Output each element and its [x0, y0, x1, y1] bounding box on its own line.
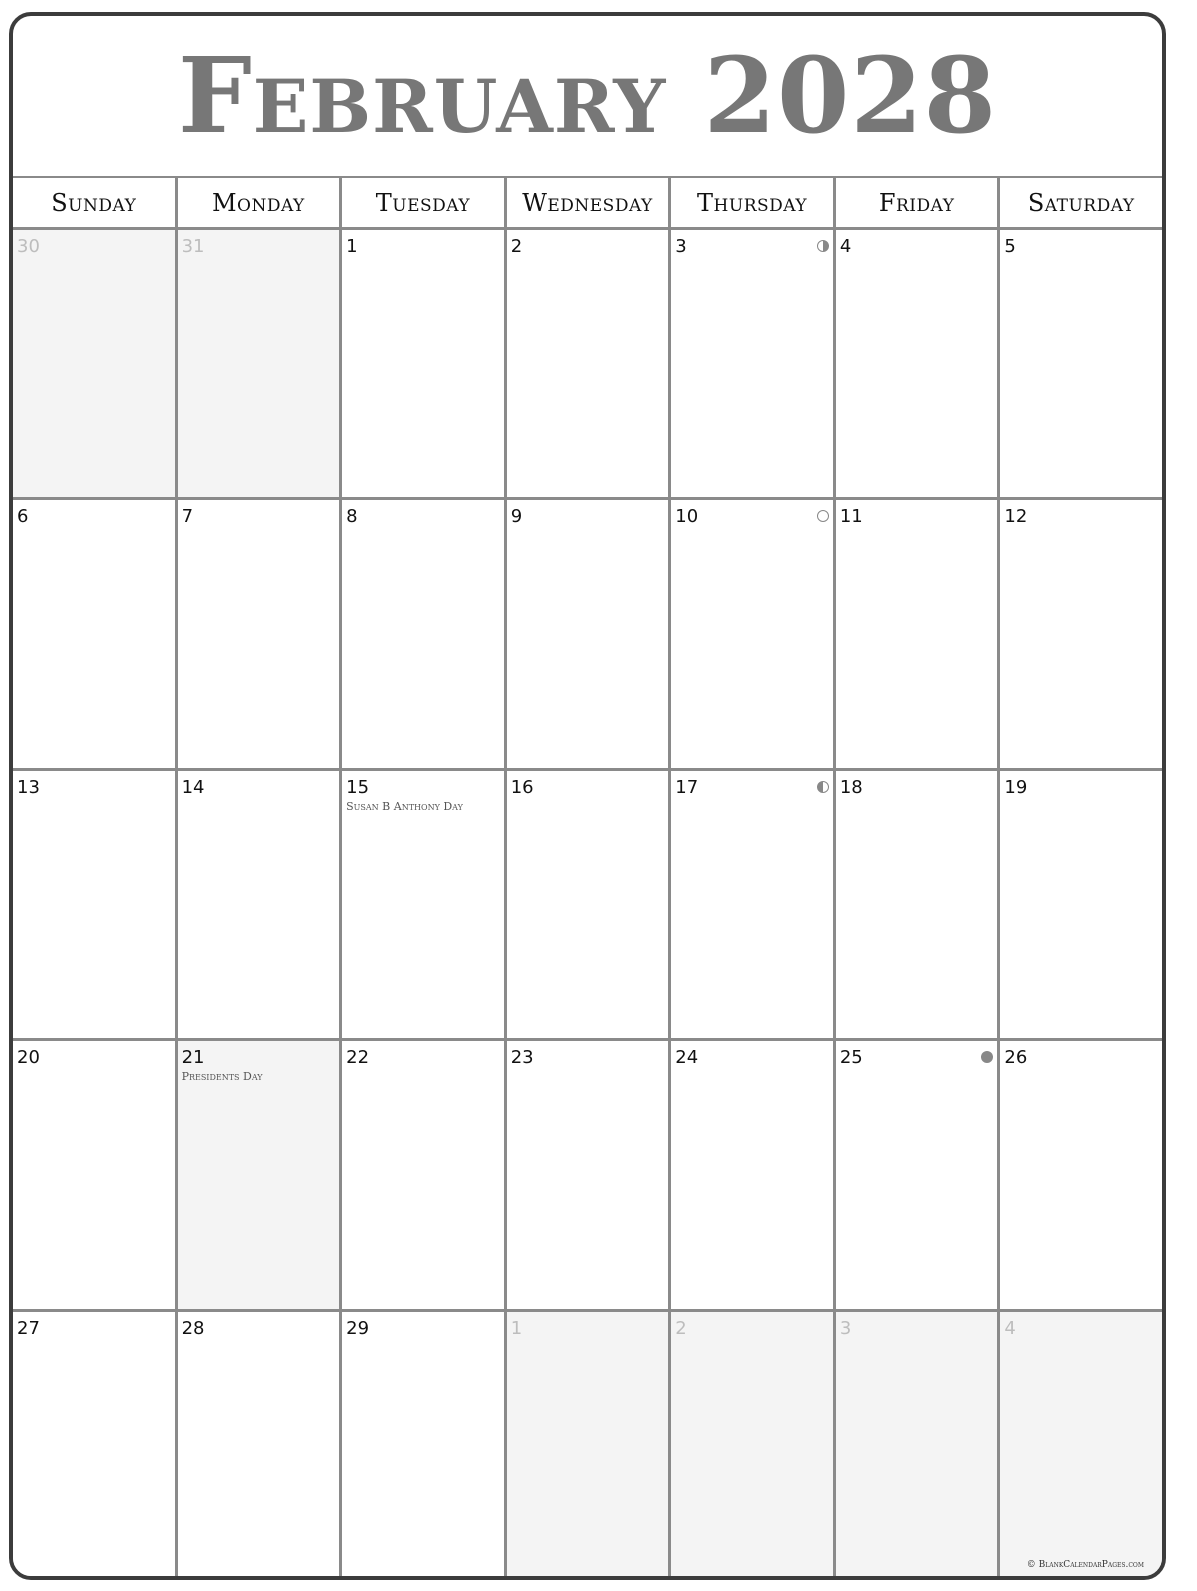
day-cell[interactable] [836, 1041, 1001, 1311]
day-number: 12 [1004, 506, 1028, 528]
day-cell[interactable] [13, 771, 178, 1041]
day-cell[interactable] [836, 500, 1001, 770]
day-cell[interactable] [671, 500, 836, 770]
day-cell[interactable] [13, 1041, 178, 1311]
day-cell[interactable] [836, 771, 1001, 1041]
day-number: 5 [1004, 236, 1016, 257]
day-cell[interactable] [178, 1312, 343, 1580]
day-number: 31 [181, 236, 205, 257]
day-number: 1 [346, 236, 358, 257]
day-number: 3 [675, 236, 687, 257]
full-moon-icon [817, 510, 829, 522]
day-number: 30 [17, 236, 40, 257]
last-quarter-moon-icon [817, 781, 829, 793]
day-cell[interactable] [178, 771, 343, 1041]
day-cell[interactable] [342, 230, 507, 500]
day-number: 1 [510, 1317, 523, 1339]
day-number: 2 [675, 1317, 687, 1339]
weekday-header: Wednesday [507, 178, 672, 230]
day-number: 24 [675, 1047, 699, 1069]
weekday-header: Monday [178, 178, 343, 230]
day-number: 19 [1004, 776, 1028, 798]
day-number: 20 [17, 1047, 40, 1069]
day-cell[interactable] [13, 500, 178, 770]
day-number: 14 [181, 776, 205, 798]
day-cell[interactable] [507, 1312, 672, 1580]
first-quarter-moon-icon [817, 240, 829, 252]
day-cell[interactable] [1000, 771, 1165, 1041]
new-moon-icon [981, 1051, 993, 1063]
day-cell[interactable] [178, 230, 343, 500]
day-cell[interactable] [671, 1312, 836, 1580]
day-cell[interactable] [836, 230, 1001, 500]
day-cell[interactable] [507, 230, 672, 500]
day-cell[interactable] [178, 1041, 343, 1311]
day-cell[interactable] [342, 1312, 507, 1580]
day-number: 13 [17, 776, 40, 798]
day-number: 2 [510, 236, 523, 257]
day-number: 4 [839, 236, 852, 257]
day-cell[interactable] [178, 500, 343, 770]
holiday-label: Presidents Day [181, 1070, 263, 1084]
weekday-header: Friday [836, 178, 1001, 230]
calendar-title: February 2028 [177, 34, 998, 157]
day-cell[interactable] [13, 1312, 178, 1580]
day-cell[interactable] [1000, 1312, 1165, 1580]
day-cell[interactable] [671, 1041, 836, 1311]
day-cell[interactable] [507, 771, 672, 1041]
day-cell[interactable] [342, 771, 507, 1041]
weekday-header: Tuesday [342, 178, 507, 230]
day-number: 29 [346, 1317, 370, 1339]
day-cell[interactable] [1000, 230, 1165, 500]
calendar-page [9, 12, 1166, 1580]
weekday-header: Sunday [13, 178, 178, 230]
weekday-header: Saturday [1000, 178, 1165, 230]
holiday-label: Susan B Anthony Day [346, 799, 463, 813]
day-cell[interactable] [342, 500, 507, 770]
day-cell[interactable] [1000, 1041, 1165, 1311]
day-number: 11 [839, 506, 863, 528]
day-cell[interactable] [1000, 500, 1165, 770]
day-number: 6 [17, 506, 29, 528]
day-cell[interactable] [507, 1041, 672, 1311]
day-cell[interactable] [13, 230, 178, 500]
weekday-header: Thursday [671, 178, 836, 230]
day-number: 26 [1004, 1047, 1028, 1069]
day-number: 23 [510, 1047, 534, 1069]
day-cell[interactable] [507, 500, 672, 770]
day-number: 17 [675, 776, 699, 798]
day-cell[interactable] [836, 1312, 1001, 1580]
day-number: 10 [675, 506, 699, 528]
day-number: 8 [346, 506, 358, 528]
day-number: 16 [510, 776, 534, 798]
day-cell[interactable] [671, 230, 836, 500]
day-number: 28 [181, 1317, 205, 1339]
day-number: 27 [17, 1317, 40, 1339]
day-cell[interactable] [342, 1041, 507, 1311]
day-number: 22 [346, 1047, 370, 1069]
day-number: 18 [839, 776, 863, 798]
day-number: 15 [346, 776, 370, 798]
calendar-grid [13, 176, 1165, 1580]
day-number: 25 [839, 1047, 863, 1069]
day-number: 21 [181, 1047, 205, 1069]
day-number: 4 [1004, 1317, 1016, 1339]
day-number: 7 [181, 506, 194, 528]
day-cell[interactable] [671, 771, 836, 1041]
day-number: 9 [510, 506, 523, 528]
day-number: 3 [839, 1317, 852, 1339]
credit-text: © BlankCalendarPages.com [1026, 1560, 1144, 1570]
